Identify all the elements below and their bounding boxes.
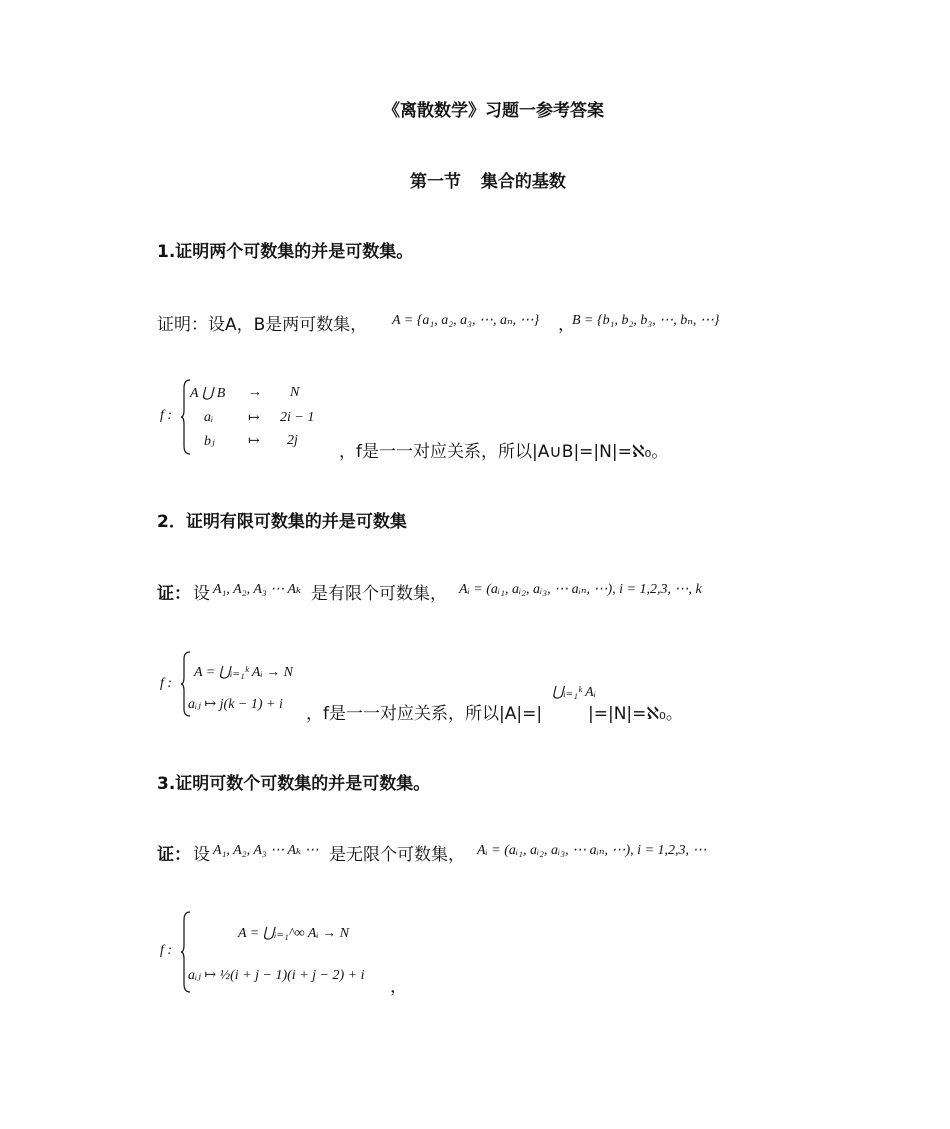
q2-conclusion-b: |=|N|=ℵ₀。 xyxy=(588,704,683,724)
question-1-heading: 1.证明两个可数集的并是可数集。 xyxy=(157,242,414,262)
q2-row1: A = ⋃ᵢ₌₁ᵏ Aᵢ → N xyxy=(194,665,293,680)
q2-proof-mid: 是有限个可数集， xyxy=(311,584,447,604)
q1-row2-left: aᵢ xyxy=(204,410,214,425)
q1-row2-arrow: ↦ xyxy=(248,411,260,426)
q2-function-label: f : xyxy=(160,676,173,691)
q1-row3-right: 2j xyxy=(287,433,298,448)
document-title: 《离散数学》习题一参考答案 xyxy=(383,101,604,121)
q1-row1-arrow: → xyxy=(248,385,262,400)
q3-trailing-comma: ， xyxy=(390,977,407,997)
q2-proof-prefix: 证： xyxy=(157,584,191,604)
q1-row3-left: bⱼ xyxy=(204,434,215,449)
q2-proof-intro: 设 xyxy=(193,584,210,604)
q3-family-definition: Aᵢ = (aᵢ₁, aᵢ₂, aᵢ₃, ⋯ aᵢₙ, ⋯), i = 1,2,3, ⋯ xyxy=(477,843,707,858)
q1-row2-right: 2i − 1 xyxy=(280,410,315,425)
q3-row1: A = ⋃ᵢ₌₁^∞ Aᵢ → N xyxy=(238,926,349,941)
q3-row2: aᵢⱼ ↦ ½(i + j − 1)(i + j − 2) + i xyxy=(188,968,365,983)
q3-proof-mid: 是无限个可数集， xyxy=(329,845,465,865)
q1-row1-codomain: N xyxy=(290,385,300,400)
q3-proof-intro: 设 xyxy=(193,845,210,865)
q1-proof-intro: 证明：设A，B是两可数集， xyxy=(157,315,368,335)
question-3-heading: 3.证明可数个可数集的并是可数集。 xyxy=(157,774,431,794)
q2-row2: aᵢⱼ ↦ j(k − 1) + i xyxy=(188,697,283,712)
q3-function-label: f : xyxy=(160,943,173,958)
q1-row3-arrow: ↦ xyxy=(248,434,260,449)
question-2-heading: 2．证明有限可数集的并是可数集 xyxy=(157,512,407,532)
q3-proof-prefix: 证： xyxy=(157,845,191,865)
q1-conclusion: ，f是一一对应关系，所以|A∪B|=|N|=ℵ₀。 xyxy=(339,442,669,462)
q3-family: A₁, A₂, A₃ ⋯ Aₖ ⋯ xyxy=(213,843,319,858)
q1-separator: ， xyxy=(558,315,575,335)
section-heading: 第一节 集合的基数 xyxy=(410,172,566,192)
q2-family: A₁, A₂, A₃ ⋯ Aₖ xyxy=(213,582,302,597)
q1-set-b: B = {b₁, b₂, b₃, ⋯, bₙ, ⋯} xyxy=(572,313,720,328)
q1-function-label: f : xyxy=(160,408,173,423)
q2-conclusion-a: ，f是一一对应关系，所以|A|=| xyxy=(306,704,543,724)
q2-union: ⋃ᵢ₌₁ᵏ Aᵢ xyxy=(552,685,596,700)
q2-family-definition: Aᵢ = (aᵢ₁, aᵢ₂, aᵢ₃, ⋯ aᵢₙ, ⋯), i = 1,2,3, ⋯, k xyxy=(459,582,702,597)
q1-row1-domain: A ⋃ B xyxy=(190,386,226,401)
q1-set-a: A = {a₁, a₂, a₃, ⋯, aₙ, ⋯} xyxy=(392,313,540,328)
